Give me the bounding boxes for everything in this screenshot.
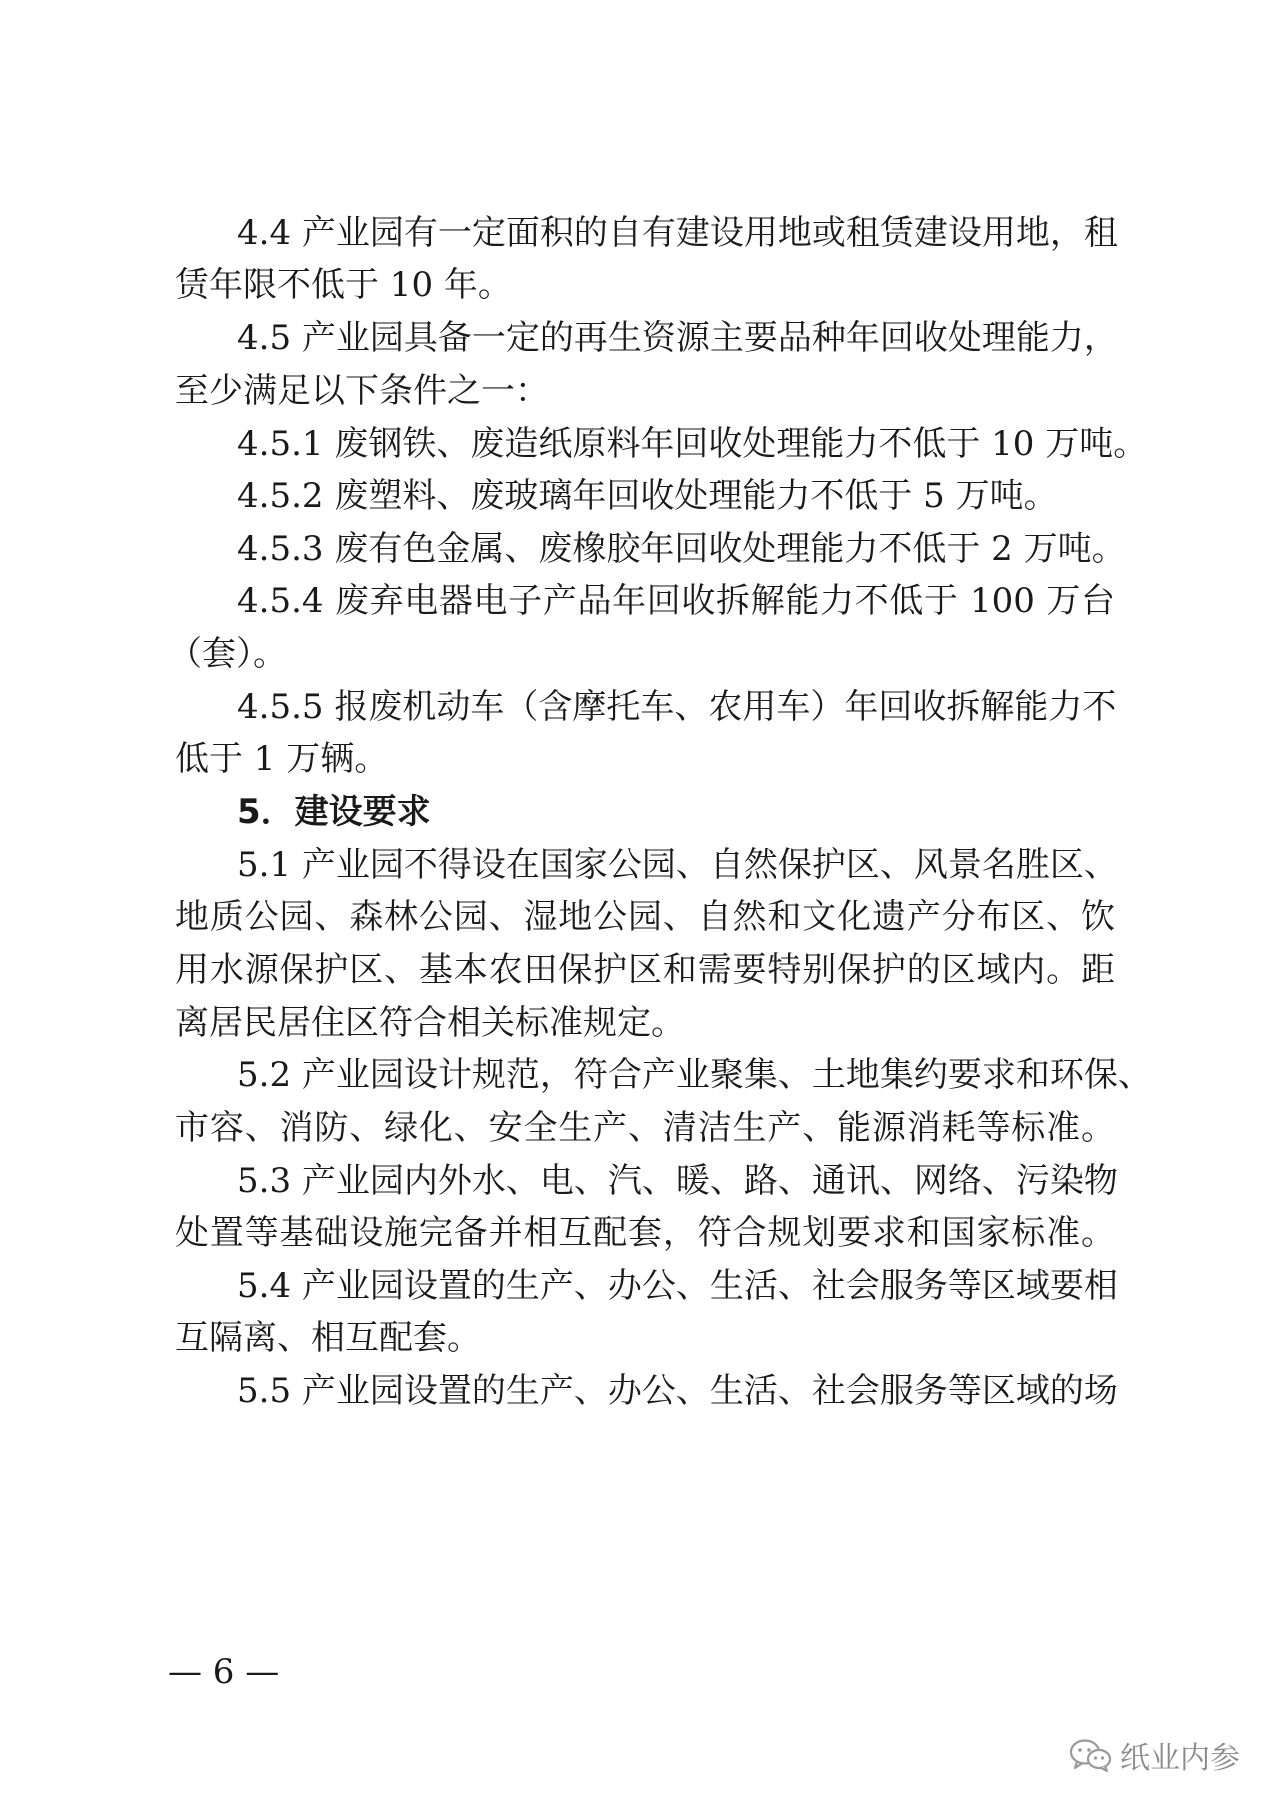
text-line: 4.5.4 废弃电器电子产品年回收拆解能力不低于 100 万台 (237, 581, 1115, 621)
text-line: 4.5.1 废钢铁、废造纸原料年回收处理能力不低于 10 万吨。 (237, 424, 1148, 464)
text-line: 5.2 产业园设计规范，符合产业聚集、土地集约要求和环保、 (237, 1055, 1152, 1095)
text-line: 4.5.2 废塑料、废玻璃年回收处理能力不低于 5 万吨。 (237, 476, 1058, 516)
text-line: 用水源保护区、基本农田保护区和需要特别保护的区域内。距 (175, 950, 1115, 990)
text-line: 至少满足以下条件之一： (175, 371, 549, 411)
text-line: 5.3 产业园内外水、电、汽、暖、路、通讯、网络、污染物 (237, 1161, 1118, 1201)
text-line: 5.1 产业园不得设在国家公园、自然保护区、风景名胜区、 (237, 845, 1118, 885)
wechat-icon (1068, 1737, 1112, 1773)
text-line: 5.4 产业园设置的生产、办公、生活、社会服务等区域要相 (237, 1266, 1118, 1306)
text-line: 离居民居住区符合相关标准规定。 (175, 1003, 685, 1043)
section-heading: 5．建设要求 (237, 792, 431, 832)
text-line: 4.4 产业园有一定面积的自有建设用地或租赁建设用地，租 (237, 213, 1118, 253)
text-line: （套）。 (168, 634, 287, 674)
page-number: — 6 — (168, 1652, 280, 1692)
text-line: 处置等基础设施完备并相互配套，符合规划要求和国家标准。 (175, 1213, 1115, 1253)
text-line: 市容、消防、绿化、安全生产、清洁生产、能源消耗等标准。 (175, 1108, 1115, 1148)
watermark-text: 纸业内参 (1120, 1741, 1240, 1776)
text-line: 4.5.5 报废机动车（含摩托车、农用车）年回收拆解能力不 (237, 687, 1117, 727)
text-line: 5.5 产业园设置的生产、办公、生活、社会服务等区域的场 (237, 1371, 1118, 1411)
watermark (1068, 1733, 1240, 1777)
text-line: 4.5 产业园具备一定的再生资源主要品种年回收处理能力， (237, 318, 1118, 358)
text-line: 低于 1 万辆。 (175, 739, 389, 779)
text-line: 互隔离、相互配套。 (175, 1318, 481, 1358)
text-line: 地质公园、森林公园、湿地公园、自然和文化遗产分布区、饮 (175, 897, 1115, 937)
text-line: 4.5.3 废有色金属、废橡胶年回收处理能力不低于 2 万吨。 (237, 529, 1126, 569)
text-line: 赁年限不低于 10 年。 (175, 265, 512, 305)
